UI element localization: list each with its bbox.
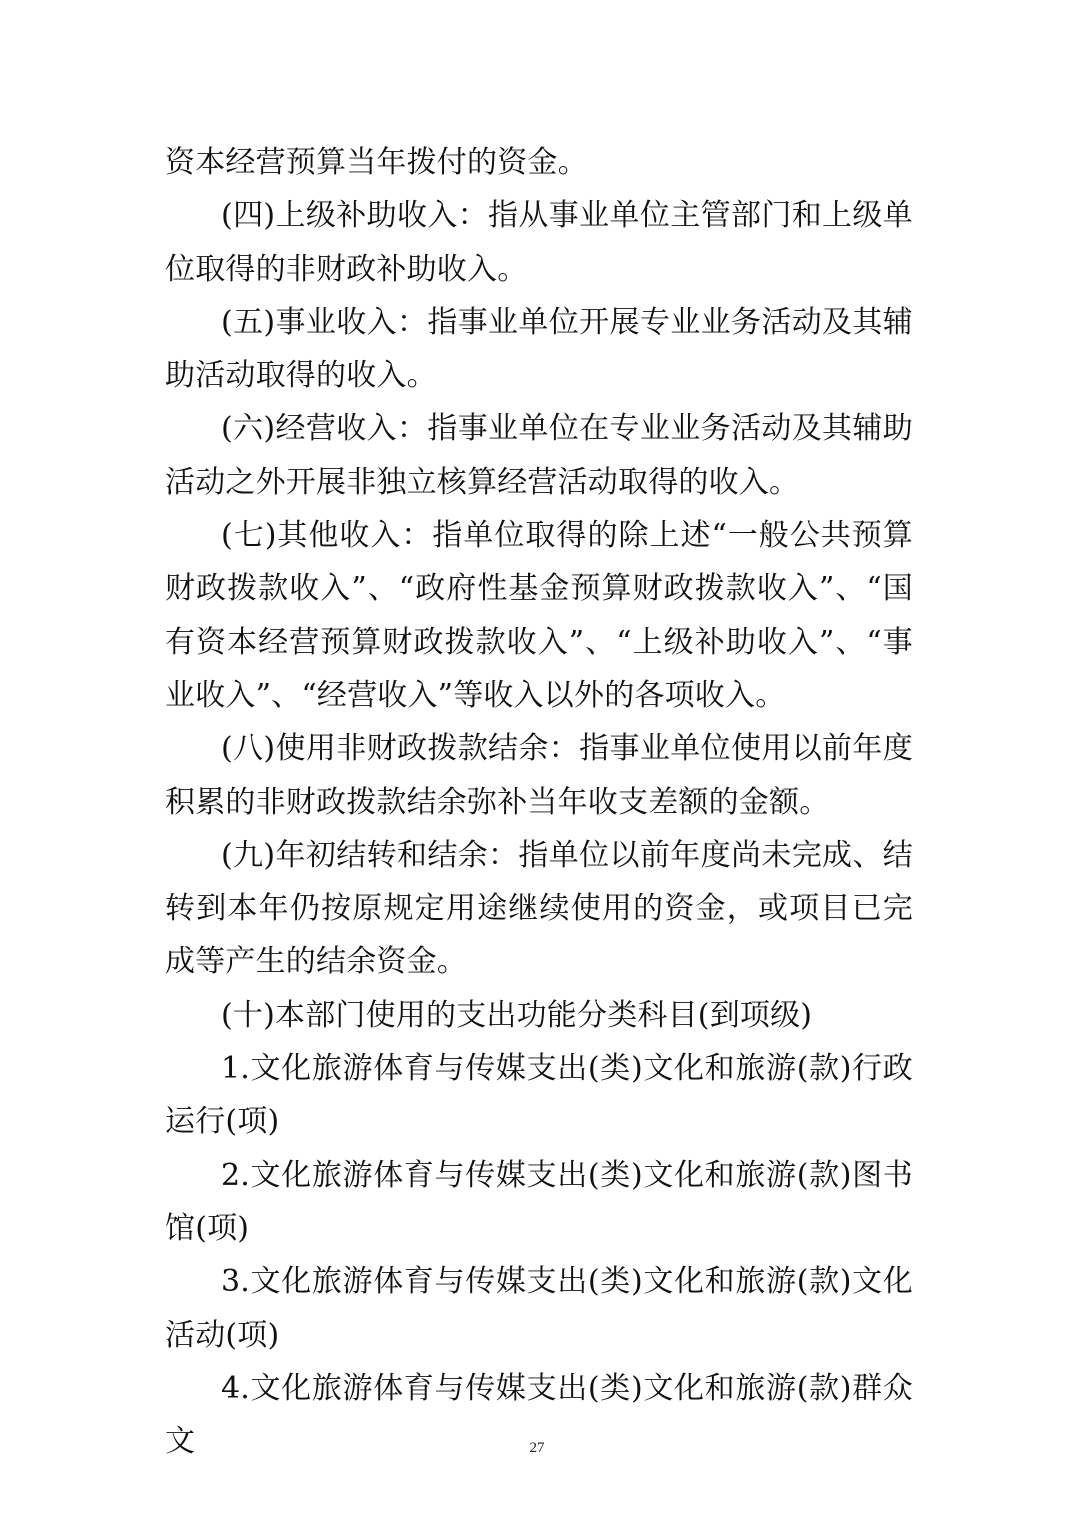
list-item-4: 4.文化旅游体育与传媒支出(类)文化和旅游(款)群众文	[165, 1370, 913, 1460]
paragraph-other-income: (七)其他收入：指单位取得的除上述“一般公共预算财政拨款收入”、“政府性基金预算财政拨款收入”、“国有资本经营预算财政拨款收入”、“上级补助收入”、“事业收入”、“经营收入”等收入以外的各项收入。	[165, 518, 914, 713]
paragraph-expenditure-classification: (十)本部门使用的支出功能分类科目(到项级)	[221, 997, 813, 1033]
page-number: 27	[529, 1440, 545, 1456]
paragraph-carryover-surplus: (九)年初结转和结余：指单位以前年度尚未完成、结转到本年仍按原规定用途继续使用的资金，或项目已完成等产生的结余资金。	[165, 837, 913, 980]
paragraph-operating-income: (六)经营收入：指事业单位在专业业务活动及其辅助活动之外开展非独立核算经营活动取得的收入。	[165, 411, 913, 500]
paragraph-business-income: (五)事业收入：指事业单位开展专业业务活动及其辅助活动取得的收入。	[165, 304, 913, 394]
list-item-3: 3.文化旅游体育与传媒支出(类)文化和旅游(款)文化活动(项)	[165, 1264, 913, 1353]
body-text	[165, 136, 913, 1468]
paragraph-superior-subsidy-income: (四)上级补助收入：指从事业单位主管部门和上级单位取得的非财政补助收入。	[165, 198, 913, 287]
list-item-1: 1.文化旅游体育与传媒支出(类)文化和旅游(款)行政运行(项)	[165, 1051, 913, 1140]
paragraph-non-fiscal-surplus: (八)使用非财政拨款结余：指事业单位使用以前年度积累的非财政拨款结余弥补当年收支差额的金额。	[165, 731, 913, 820]
paragraph-continuation: 资本经营预算当年拨付的资金。	[165, 145, 588, 180]
list-item-2: 2.文化旅游体育与传媒支出(类)文化和旅游(款)图书馆(项)	[165, 1157, 913, 1246]
